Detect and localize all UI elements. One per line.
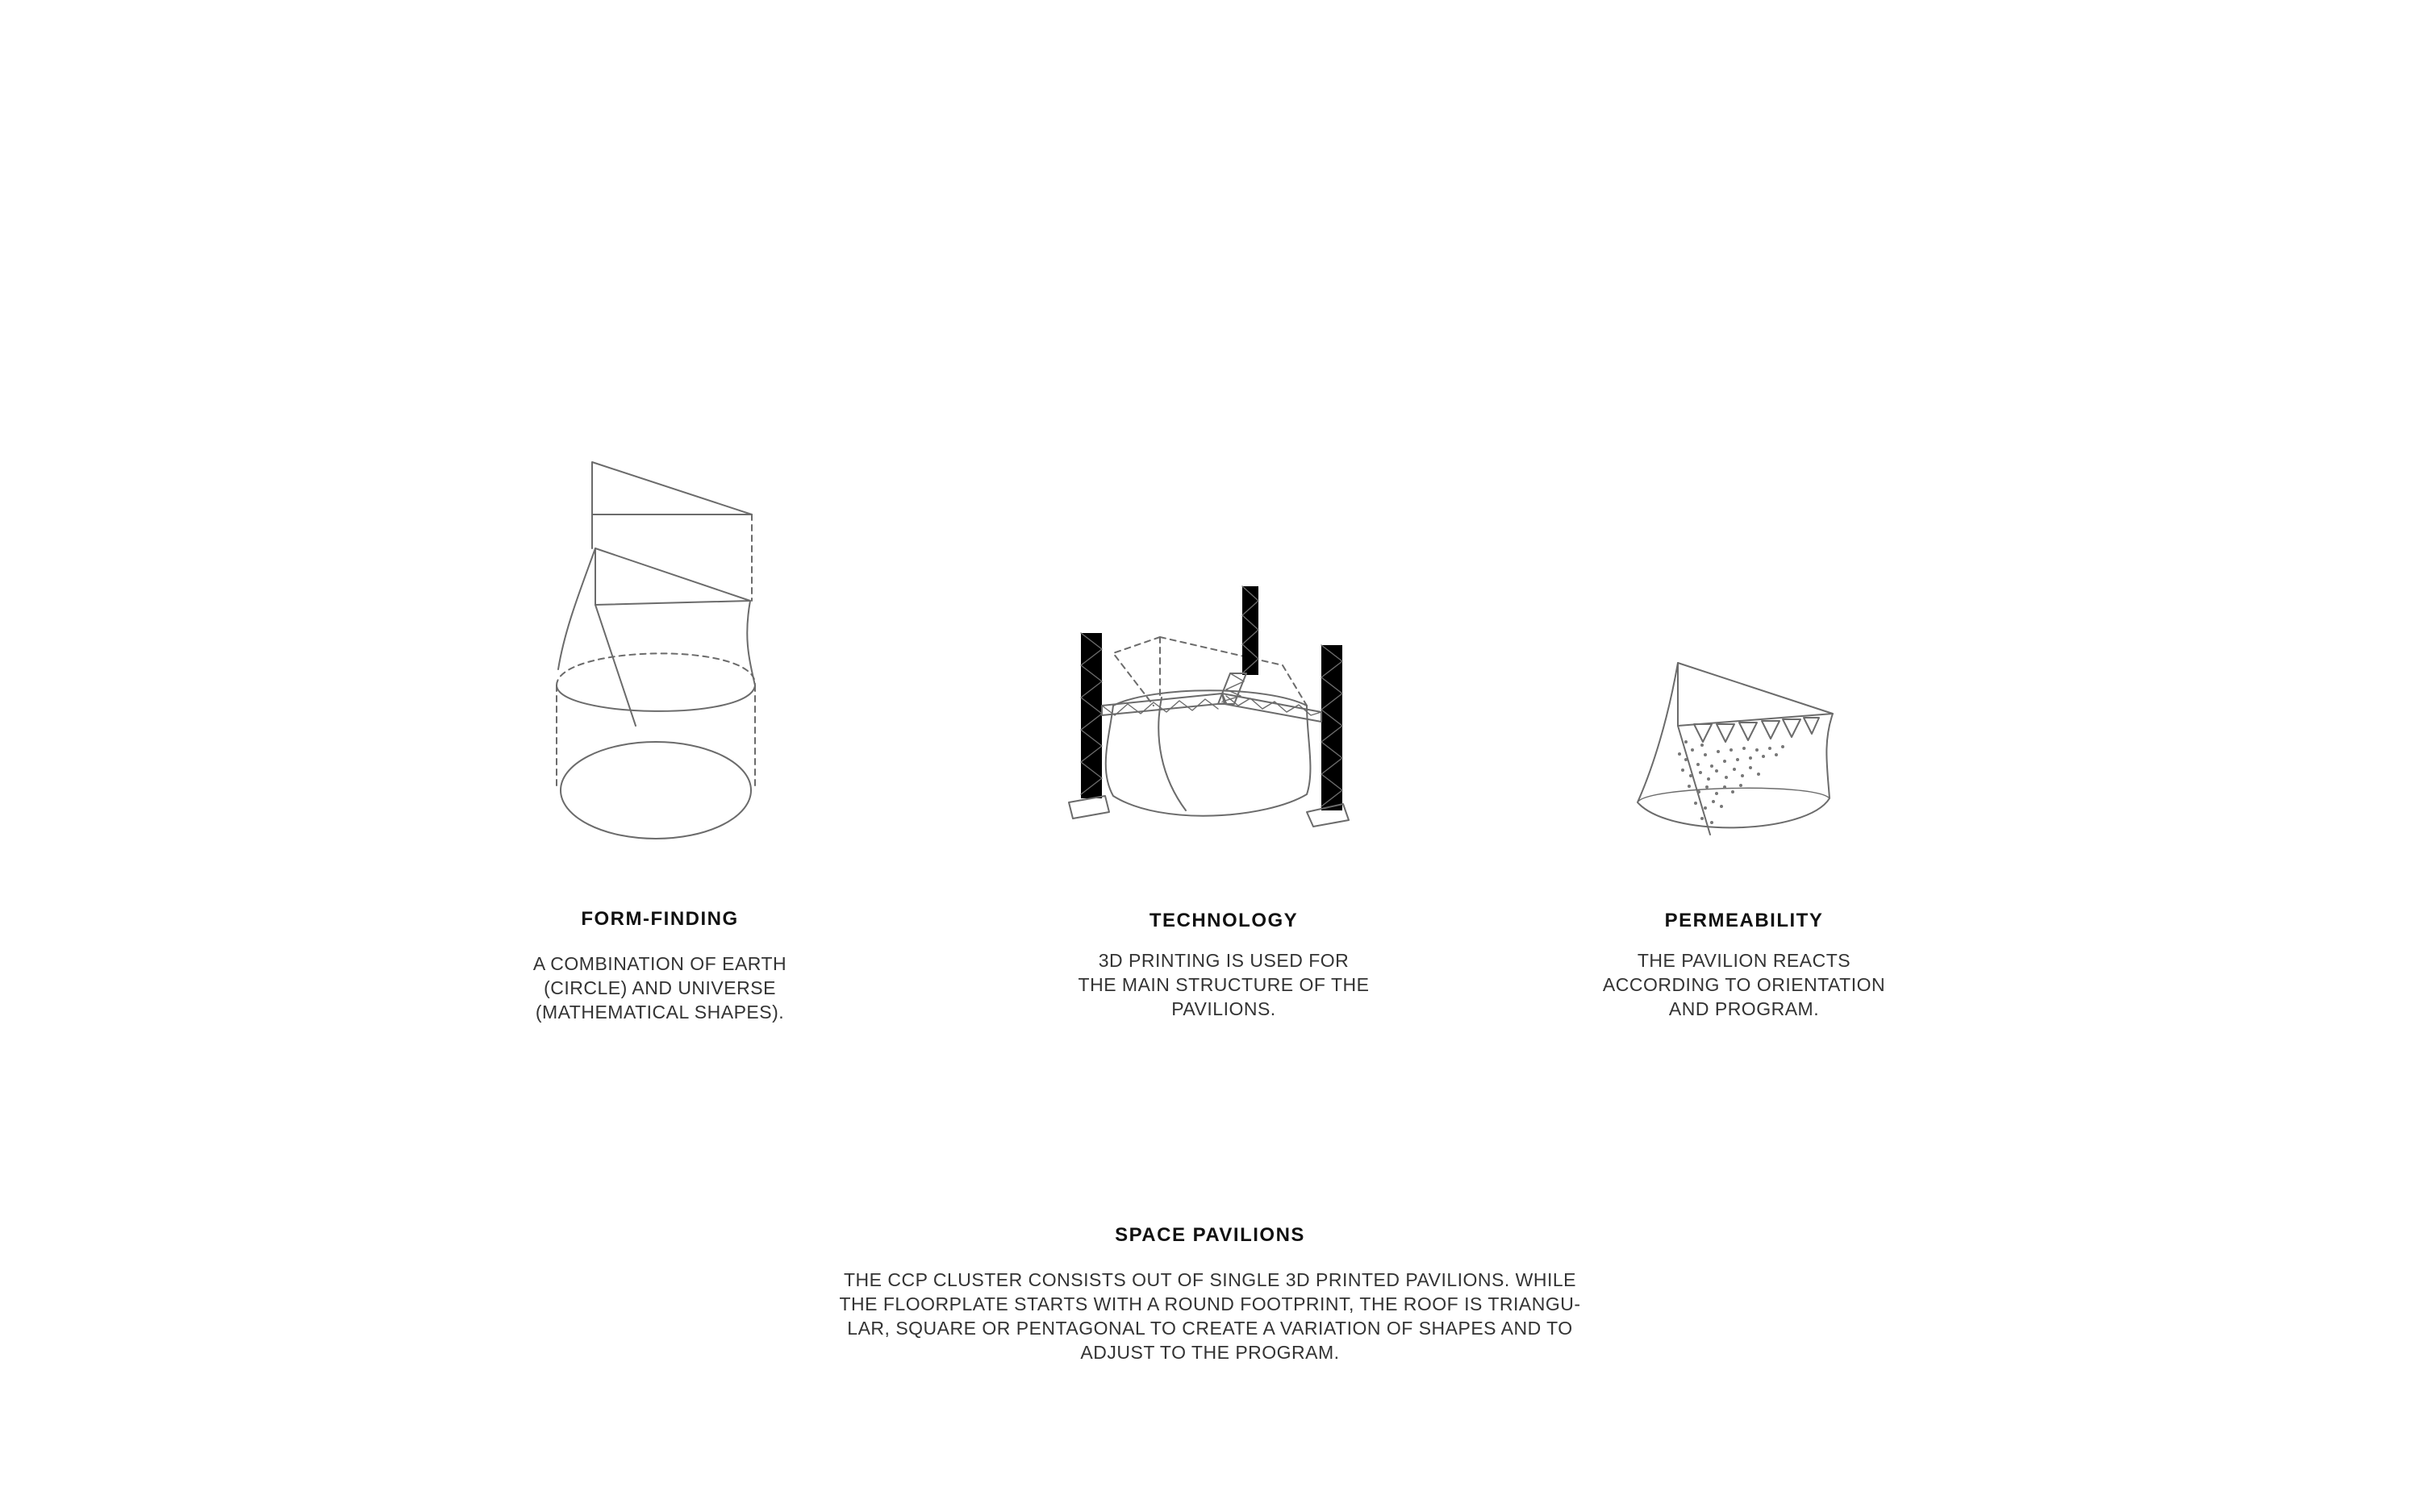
pavilion-base <box>1106 706 1311 816</box>
tower-right <box>1307 645 1349 827</box>
column-title: PERMEABILITY <box>1664 910 1824 931</box>
tower-left <box>1069 633 1109 818</box>
base-circle <box>561 742 751 839</box>
tower-back <box>1242 586 1258 675</box>
summary-block <box>815 1224 1605 1364</box>
column-technology <box>998 910 1450 1021</box>
summary-text: THE CCP CLUSTER CONSISTS OUT OF SINGLE 3D PRINTED PAVILIONS. WHILE THE FLOORPLATE STARTS WITH A ROUND FOOTPRINT, THE ROOF IS TRIANGU- LAR, SQUARE OR PENTAGONAL TO CREATE A VARIATION OF SHAPES AND TO ADJUST TO THE PROGRAM. <box>839 1269 1581 1363</box>
summary-title: SPACE PAVILIONS <box>1115 1224 1305 1246</box>
column-permeability <box>1518 910 1970 1021</box>
pavilion-body <box>1638 663 1833 827</box>
column-title: TECHNOLOGY <box>1149 910 1299 931</box>
form-finding-diagram <box>532 452 791 855</box>
mid-triangle <box>595 548 750 605</box>
triangular-openings <box>1694 718 1819 742</box>
roof-triangle <box>1678 663 1833 726</box>
technology-diagram <box>1065 577 1379 835</box>
column-text: A COMBINATION OF EARTH (CIRCLE) AND UNIVERSE (MATHEMATICAL SHAPES). <box>532 953 787 1023</box>
column-text: 3D PRINTING IS USED FOR THE MAIN STRUCTURE OF THE PAVILIONS. <box>1078 950 1370 1019</box>
roof-triangle <box>592 462 752 514</box>
column-text: THE PAVILION REACTS ACCORDING TO ORIENTATION AND PROGRAM. <box>1602 950 1886 1019</box>
permeability-diagram <box>1621 653 1847 855</box>
column-form-finding <box>434 908 886 1024</box>
left-edge <box>558 548 595 669</box>
column-title: FORM-FINDING <box>581 908 739 930</box>
